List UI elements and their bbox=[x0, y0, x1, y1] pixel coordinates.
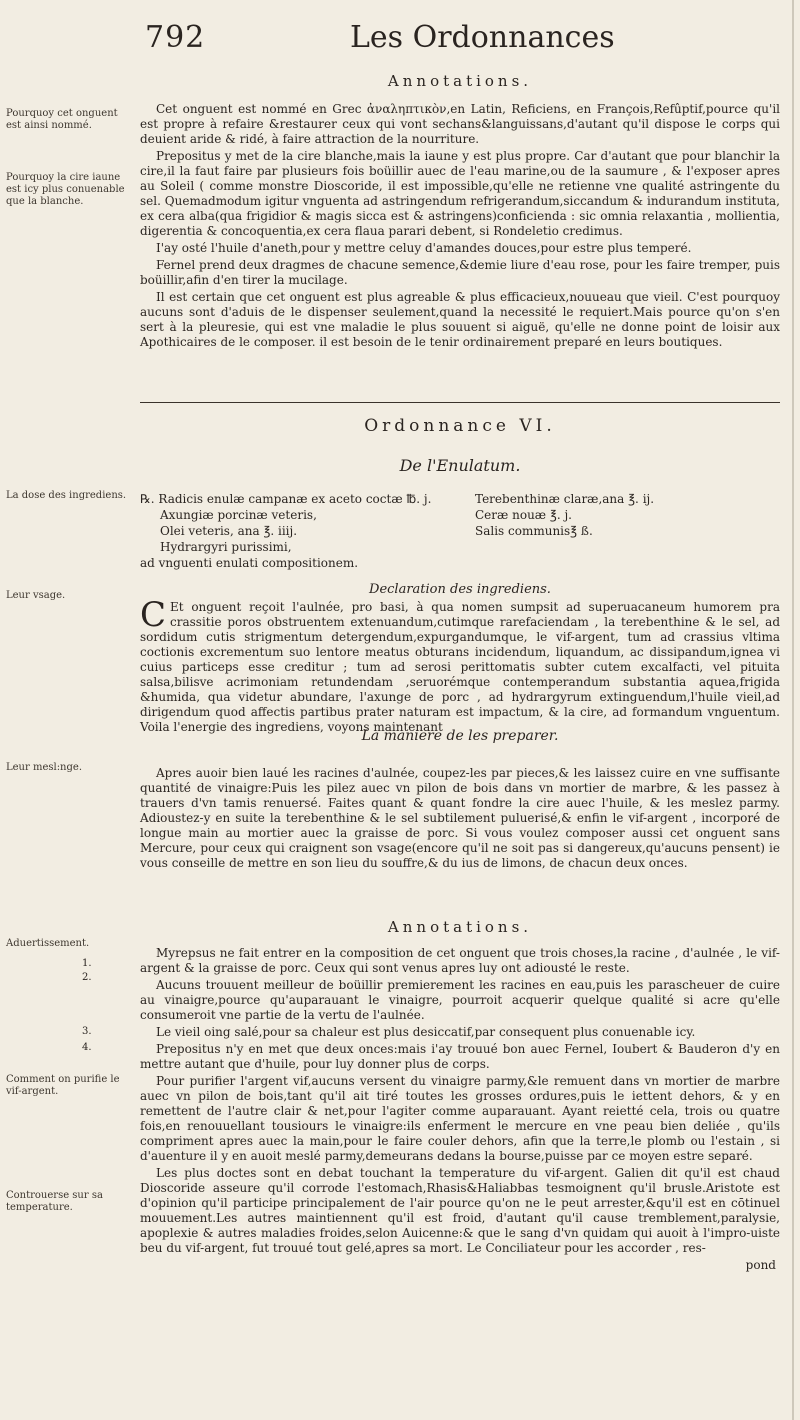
annotations-heading-2: Annotations. bbox=[387, 918, 533, 936]
ordonnance-heading: Ordonnance VI. bbox=[364, 416, 556, 436]
note-number: 4. bbox=[82, 1042, 92, 1053]
margin-note-aduertissement: Aduertissement. bbox=[6, 938, 90, 949]
ordonnance-subtitle: De l'Enulatum. bbox=[399, 456, 521, 475]
running-title: Les Ordonnances bbox=[350, 20, 615, 55]
recipe-line: Ceræ nouæ ℥. j. bbox=[475, 508, 572, 522]
recipe-block bbox=[140, 492, 780, 582]
recipe-line: ad vnguenti enulati compositionem. bbox=[140, 556, 359, 570]
recipe-line: Salis communis℥ ß. bbox=[475, 524, 593, 538]
section-divider bbox=[140, 402, 780, 403]
recipe-line: ℞. Radicis enulæ campanæ ex aceto coctæ ℔. j. bbox=[140, 492, 432, 506]
annotations-2-text bbox=[140, 946, 780, 1273]
annotation-paragraph: Myrepsus ne fait entrer en la composition de cet onguent que trois choses,la racine , d'aulnée , le vif-argent & la graisse de porc. Ceux qui sont venus apres luy ont adiousté le reste. bbox=[140, 946, 780, 975]
note-number: 2. bbox=[82, 972, 92, 983]
note-number: 1. bbox=[82, 958, 92, 969]
preparation-text-block bbox=[140, 766, 780, 873]
annotation-paragraph: Cet onguent est nommé en Grec ἀναληπτικὸν,en Latin, Reficiens, en François,Refûptif,pource qu'il est propre à refaire &restaurer ceux qui vont sechans&languissans,d'autant qu'il dispose le corps qui deuient aride & ridé, à faire attraction de la nourriture. bbox=[140, 102, 780, 146]
annotation-paragraph: Il est certain que cet onguent est plus agreable & plus efficacieux,nouueau que vieil. C'est pourquoy aucuns sont d'aduis de le dispenser seulement,quand la necessité le requiert.Mais pource qu'on s'en sert à la pleuresie, qui est vne maladie le plus souuent si aiguë, qu'elle ne donne point de loisir aux Apothicaires de le composer. il est besoin de le tenir ordinairement preparé en leurs boutiques. bbox=[140, 290, 780, 349]
recipe-line: Terebenthinæ claræ,ana ℥. ij. bbox=[475, 492, 655, 506]
margin-note-meslange: Leur mesl:nge. bbox=[6, 762, 82, 773]
annotation-paragraph: Pour purifier l'argent vif,aucuns versent du vinaigre parmy,&le remuent dans vn mortier de marbre auec vn pilon de bois,tant qu'il ait tiré toutes les grosses ordures,puis le iettent dehors, & y en remettent de l'autre clair & net,pour l'agiter comme auparauant. Ayant reietté cela, trois ou quatre fois,en renouuellant tousiours le vinaigre:ils enferment le mercure en vne peau bien deliée , qu'ils compriment apres auec la main,pour le faire couler dehors, afin que la terre,le plomb ou l'estain , si d'auenture il y en auoit meslé parmy,demeurans dedans la bourse,puisse par ce moyen estre separé. bbox=[140, 1074, 780, 1163]
annotations-1-text bbox=[140, 102, 780, 352]
recipe-line: Hydrargyri purissimi, bbox=[160, 540, 292, 554]
annotation-paragraph: Fernel prend deux dragmes de chacune semence,&demie liure d'eau rose, pour les faire tremper, puis boüillir,afin d'en tirer la mucilage. bbox=[140, 258, 780, 287]
recipe-line: Olei veteris, ana ℥. iiij. bbox=[160, 524, 298, 538]
preparation-heading: La maniere de les preparer. bbox=[361, 728, 559, 744]
recipe-line: Axungiæ porcinæ veteris, bbox=[160, 508, 317, 522]
declaration-heading: Declaration des ingrediens. bbox=[369, 582, 551, 597]
annotation-paragraph: Le vieil oing salé,pour sa chaleur est plus desiccatif,par consequent plus conuenable icy. bbox=[156, 1025, 696, 1039]
declaration-text: Et onguent reçoit l'aulnée, pro basi, à qua nomen sumpsit ad superuacaneum humorem pra crassitie poros obstruentem extenuandum,cutimque rarefaciendam , la terebenthine & le sel, ad sordidum cutis strigmentum detergendum,expurgandumque, le vif-argent, tum ad crassius vltima coctionis excrementum suo lentore meatus obturans incidendum, liquandum, ac dissipandum,ignea vi cuius particeps esse creditur ; tum ad serosi perittomatis subter cutem excalfacti, vel pituita salsa,bilisve acrimoniam retundendam ,seruorémque contemperandum substantia aquea,frigida &humida, qua videtur abundare, l'axunge de porc , ad hydrargyrum extinguendum,l'huile vieil,ad dirigendum quod affectis partibus prater naturam est impactum, & la cire, ad formandum vnguentum. Voila l'energie des ingrediens, voyons maintenant bbox=[140, 600, 780, 734]
annotations-heading-1: Annotations. bbox=[387, 72, 533, 90]
annotation-paragraph: I'ay osté l'huile d'aneth,pour y mettre celuy d'amandes douces,pour estre plus temperé. bbox=[156, 241, 692, 255]
annotation-paragraph: Prepositus n'y en met que deux onces:mais i'ay trouué bon auec Fernel, Ioubert & Bauderon d'y en mettre autant que d'huile, pour luy donner plus de corps. bbox=[140, 1042, 780, 1071]
margin-note-purifier: Comment on purifie le vif-argent. bbox=[6, 1074, 120, 1097]
declaration-text-block bbox=[140, 595, 780, 735]
annotation-paragraph: Les plus doctes sont en debat touchant la temperature du vif-argent. Galien dit qu'il est chaud Dioscoride asseure qu'il corrode l'estomach,Rhasis&Haliabbas tesmoignent qu'il brusle.Aristote est d'opinion qu'il participe principalement de l'air pource qu'on ne le peut arrester,&qu'il est en cōtinuel mouuement.Les autres maintiennent qu'il est froid, d'autant qu'il cause tremblement,paralysie, apoplexie & autres maladies froides,selon Auicenne:& que le sang d'vn quidam qui auoit à l'impro-uiste beu du vif-argent, fut trouué tout gelé,apres sa mort. Le Conciliateur pour les accorder , res- bbox=[140, 1166, 780, 1255]
margin-note-cire: Pourquoy la cire iaune est icy plus conuenable que la blanche. bbox=[6, 172, 125, 207]
margin-note-name: Pourquoy cet onguent est ainsi nommé. bbox=[6, 108, 118, 131]
annotation-paragraph: Prepositus y met de la cire blanche,mais la iaune y est plus propre. Car d'autant que pour blanchir la cire,il la faut faire par plusieurs fois boüillir auec de l'eau marine,ou de la saumure , & l'exposer apres au Soleil ( comme monstre Dioscoride, il est impossible,qu'elle ne retienne vne qualité astringente du sel. Quemadmodum igitur vnguenta ad astringendum refrigerandum,siccandum & indurandum instituta, ex cera alba(qua frigidior & magis sicca est & astringens)conficienda : sic omnia relaxantia , mollientia, digerentia & concoquentia,ex cera flaua parari debent, si Rondeletio credimus. bbox=[140, 149, 780, 238]
annotation-paragraph: Aucuns trouuent meilleur de boüillir premierement les racines en eau,puis les parascheuer de cuire au vinaigre,pource qu'auparauant le vinaigre, pourroit acquerir quelque qualité si acre qu'elle consumeroit vne partie de la vertu de l'aulnée. bbox=[140, 978, 780, 1022]
catchword: pond bbox=[745, 1258, 776, 1272]
note-number: 3. bbox=[82, 1026, 92, 1037]
preparation-text: Apres auoir bien laué les racines d'aulnée, coupez-les par pieces,& les laissez cuire en vne suffisante quantité de vinaigre:Puis les pilez auec vn pilon de bois dans vn mortier de marbre, & les passez à trauers d'vn tamis renuersé. Faites quant & quant fondre la cire auec l'huile, & les meslez parmy. Adioustez-y en suite la terebenthine & le sel subtilement puluerisé,& enfin le vif-argent , incorporé de longue main au mortier auec la graisse de porc. Si vous voulez composer aussi cet onguent sans Mercure, pour ceux qui craignent son vsage(encore qu'il ne soit pas si dangereux,qu'aucuns pensent) ie vous conseille de mettre en son lieu du souffre,& du ius de limons, de chacun deux onces. bbox=[140, 766, 780, 870]
margin-note-vsage: Leur vsage. bbox=[6, 590, 66, 601]
page-spine-shadow bbox=[792, 0, 794, 1420]
drop-cap-letter: C bbox=[140, 595, 167, 635]
page-number: 792 bbox=[145, 20, 206, 55]
page-header bbox=[0, 16, 800, 66]
margin-note-temperature: Controuerse sur sa temperature. bbox=[6, 1190, 103, 1213]
margin-note-dose: La dose des ingrediens. bbox=[6, 490, 127, 501]
